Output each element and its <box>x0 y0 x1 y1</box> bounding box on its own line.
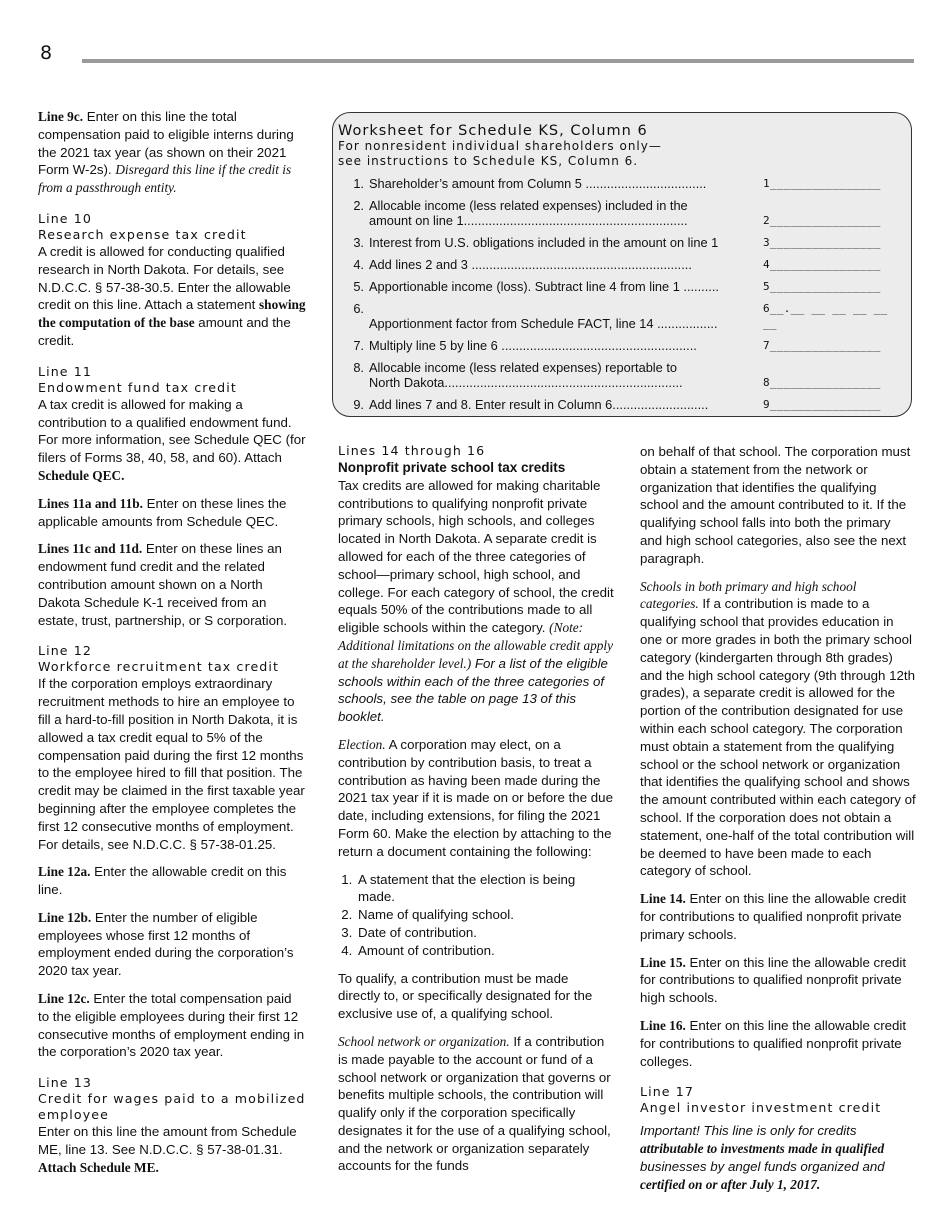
line14-text: Line 14. Enter on this line the allowable credit for contributions to qualified nonprofit private primary schools. <box>640 891 907 942</box>
worksheet-line-number: 8. <box>353 360 364 375</box>
election-paragraph: Election. A corporation may elect, on a contribution by contribution basis, to treat a contribution as having been made during the 2021 tax year if it is made on or before the due date, including extensions, for filing the 2021 Form 60. Make the election by attaching to the return a document containing the following: <box>338 736 613 859</box>
line13-section <box>38 1075 306 1176</box>
worksheet-line <box>338 301 905 331</box>
line13-title: Credit for wages paid to a mobilized employee <box>38 1091 306 1123</box>
line13-heading: Line 13 <box>38 1075 92 1091</box>
line11-heading: Line 11 <box>38 363 92 379</box>
line12a-text: Line 12a. Enter the allowable credit on this line. <box>38 864 287 898</box>
worksheet-line-number: 6. <box>353 301 364 316</box>
worksheet-title: Worksheet for Schedule KS, Column 6 <box>338 123 648 139</box>
worksheet-answer-field[interactable]: 8________________ <box>763 376 881 389</box>
worksheet-line <box>338 257 905 272</box>
line15-text: Line 15. Enter on this line the allowable credit for contributions to qualified nonprofit private high schools. <box>640 954 907 1006</box>
worksheet-answer-field[interactable]: 6__.__ __ __ __ __ __ <box>763 302 888 330</box>
line17-heading: Line 17 <box>640 1084 694 1100</box>
worksheet-line <box>338 198 905 228</box>
line13-text: Enter on this line the amount from Schedule ME, line 13. See N.D.C.C. § 57-38-01.31. Attach Schedule ME. <box>38 1124 297 1175</box>
lines14-16-title: Nonprofit private school tax credits <box>338 460 566 475</box>
nonprofit-paragraph: Tax credits are allowed for making charitable contributions to qualifying nonprofit private primary schools, high schools, and colleges located in North Dakota. A separate credit is allowed for each of the three categories of school—primary school, high school, and college. For each category of school, the credit equals 50% of the contributions made to all eligible schools within the category. (Note: Additional limitations on the allowable credit apply at the shareholder level.) For a list of the eligible schools within each of the three categories of schools, see the table on page 13 of this booklet. <box>338 477 614 725</box>
worksheet-line-text: Add lines 7 and 8. Enter result in Column 6........................... <box>369 397 709 412</box>
worksheet-line-number: 2. <box>353 198 364 213</box>
column-middle <box>338 443 614 1185</box>
worksheet-line-number: 4. <box>353 257 364 272</box>
line17-title: Angel investor investment credit <box>640 1100 882 1116</box>
worksheet-line <box>338 397 905 412</box>
worksheet-line-text: Apportionable income (loss). Subtract line 4 from line 1 .......... <box>369 279 719 294</box>
worksheet-line <box>338 338 905 353</box>
qualify-paragraph: To qualify, a contribution must be made directly to, or specifically designated for the exclusive use of, a qualifying school. <box>338 970 593 1022</box>
worksheet-line-number: 3. <box>353 235 364 250</box>
worksheet-line-text: Shareholder’s amount from Column 5 .................................. <box>369 176 707 191</box>
line11-text: A tax credit is allowed for making a contribution to a qualified endowment fund. For more information, see Schedule QEC (for filers of Forms 38, 40, 58, and 60). Attach Schedule QEC. <box>38 396 306 483</box>
worksheet-line-text: Add lines 2 and 3 .............................................................. <box>369 257 692 272</box>
line10-text: A credit is allowed for conducting qualified research in North Dakota. For details, see N.D.C.C. § 57-38-30.5. Enter the allowable credit on this line. Attach a statement showing the computation of the base amount and the credit. <box>38 243 306 348</box>
line11-section <box>38 364 306 630</box>
worksheet-lines <box>338 176 905 412</box>
line17-section <box>640 1084 916 1193</box>
line12-text: If the corporation employs extraordinary recruitment methods to hire an employee to fill a hard-to-fill position in North Dakota, it is allowed a tax credit equal to 5% of the compensation paid during the first 12 months to the employee hired to fill that position. The credit may be claimed in the first taxable year beginning after the employee completes the first 12 consecutive months of employment. For details, see N.D.C.C. § 57-38-01.25. <box>38 676 305 852</box>
line12-section <box>38 643 306 1061</box>
worksheet-line-text: Allocable income (less related expenses) reportable to North Dakota................................................................... <box>369 360 683 390</box>
line12c-text: Line 12c. Enter the total compensation paid to the eligible employees during their first 12 consecutive months of employment ending in the corporation’s 2020 tax year. <box>38 991 305 1060</box>
worksheet-line-text: Apportionment factor from Schedule FACT, line 14 ................. <box>369 316 718 331</box>
worksheet-answer-field[interactable]: 1________________ <box>763 177 881 190</box>
line12-heading: Line 12 <box>38 643 92 659</box>
worksheet-answer-field[interactable]: 4________________ <box>763 258 881 271</box>
list-item: 1. A statement that the election is being made. <box>356 871 614 907</box>
worksheet-line-number: 1. <box>353 176 364 191</box>
continuation-paragraph: on behalf of that school. The corporation must obtain a statement from the network or organization that identifies the qualifying school and the amount contributed to it. If the qualifying school falls into both the primary and high school categories, also see the next paragraph. <box>640 444 911 566</box>
worksheet-answer-field[interactable]: 5________________ <box>763 280 881 293</box>
line10-heading: Line 10 <box>38 210 92 226</box>
election-list <box>338 871 614 960</box>
worksheet-answer-field[interactable]: 3________________ <box>763 236 881 249</box>
list-item: 2. Name of qualifying school. <box>356 906 614 924</box>
both-categories-paragraph: Schools in both primary and high school categories. If a contribution is made to a qualifying school that provides education in one or more grades in both the primary school category (kindergarten through 8th grades) and the high school category (9th through 12th grades), a separate credit is allowed for the portion of the contribution designated for use within each school category. The corporation must obtain a statement from the qualifying school or the school network or organization that identifies the qualifying school and shows the amount contributed within each category of school. If the corporation does not obtain a statement, one-half of the total contribution will be deemed to have been made to each category of school. <box>640 578 916 879</box>
worksheet-answer-field[interactable]: 9________________ <box>763 398 881 411</box>
worksheet-line-text: Allocable income (less related expenses) included in the amount on line 1............................................................... <box>369 198 688 228</box>
worksheet-box <box>332 112 912 417</box>
line10-section <box>38 211 306 350</box>
line9c-paragraph: Line 9c. Enter on this line the total compensation paid to eligible interns during the 2021 tax year (as shown on their 2021 Form W-2s). Disregard this line if the credit is from a passthrough entity. <box>38 109 294 196</box>
column-right <box>640 443 916 1203</box>
worksheet-line <box>338 235 905 250</box>
line11cd-text: Lines 11c and 11d. Enter on these lines an endowment fund credit and the related contribution amount shown on a North Dakota Schedule K-1 received from an estate, trust, partnership, or S corporation. <box>38 541 288 628</box>
line16-text: Line 16. Enter on this line the allowable credit for contributions to qualified nonprofit private colleges. <box>640 1017 907 1069</box>
worksheet-line-number: 7. <box>353 338 364 353</box>
worksheet-line <box>338 360 905 390</box>
worksheet-answer-field[interactable]: 2________________ <box>763 214 881 227</box>
worksheet-line <box>338 279 905 294</box>
line12-title: Workforce recruitment tax credit <box>38 659 280 675</box>
worksheet-line-text: Interest from U.S. obligations included in the amount on line 1 <box>369 235 719 250</box>
worksheet-line <box>338 176 905 191</box>
worksheet-subtitle: For nonresident individual shareholders only— <box>338 139 662 153</box>
list-item: 4. Amount of contribution. <box>356 942 614 960</box>
line12b-text: Line 12b. Enter the number of eligible employees whose first 12 months of employment ended during the corporation’s 2020 tax year. <box>38 909 294 979</box>
network-paragraph: School network or organization. If a contribution is made payable to the account or fund of a school network or organization that governs or benefits multiple schools, the contribution will qualify only if the corporation specifically designates it for the use of a qualifying school, and the network or organization separately accounts for the funds <box>338 1033 611 1174</box>
line11-title: Endowment fund tax credit <box>38 379 237 395</box>
worksheet-line-text: Multiply line 5 by line 6 ....................................................... <box>369 338 697 353</box>
header-rule <box>82 59 914 63</box>
line17-important: Important! This line is only for credits attributable to investments made in qualified businesses by angel funds organized and certified on or after July 1, 2017. <box>640 1123 885 1192</box>
worksheet-subtitle: see instructions to Schedule KS, Column 6. <box>338 154 639 168</box>
column-left <box>38 108 306 1187</box>
worksheet-answer-field[interactable]: 7________________ <box>763 339 881 352</box>
worksheet-line-number: 5. <box>353 279 364 294</box>
list-item: 3. Date of contribution. <box>356 924 614 942</box>
line10-title: Research expense tax credit <box>38 226 247 242</box>
lines14-16-heading: Lines 14 through 16 <box>338 443 486 458</box>
line11ab-text: Lines 11a and 11b. Enter on these lines the applicable amounts from Schedule QEC. <box>38 495 287 529</box>
page-number: 8 <box>40 42 53 64</box>
worksheet-line-number: 9. <box>353 397 364 412</box>
